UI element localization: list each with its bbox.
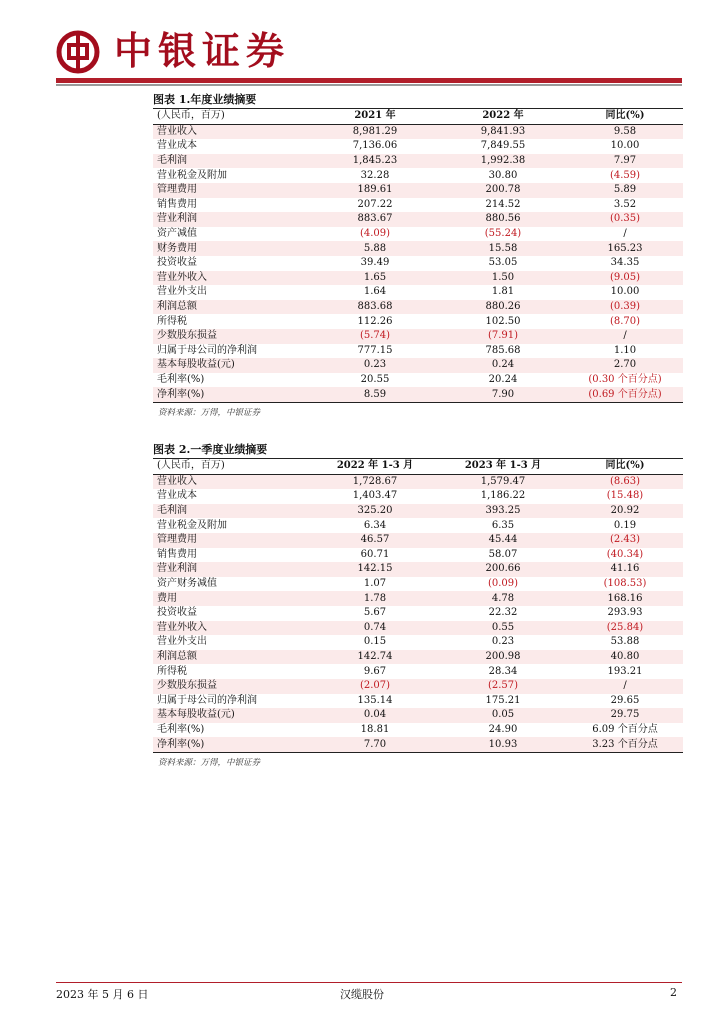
cell-value: 880.56 — [439, 212, 567, 227]
cell-value: 32.28 — [360, 169, 390, 181]
table-row — [153, 387, 683, 402]
row-label: 少数股东损益 — [153, 329, 311, 344]
cell-value: / — [567, 329, 683, 344]
cell-value: 0.24 — [439, 358, 567, 373]
cell-value: (0.09) — [487, 578, 519, 590]
cell-value: (8.63) — [567, 474, 683, 489]
footer-company: 汉缆股份 — [340, 988, 384, 1001]
cell-value: (55.24) — [484, 228, 522, 240]
table-row — [153, 606, 683, 621]
cell-value: 142.74 — [311, 650, 439, 665]
cell-value: 777.15 — [357, 344, 393, 356]
cell-value: 20.92 — [567, 504, 683, 519]
table-header-row — [153, 459, 683, 475]
cell-value: 5.89 — [567, 183, 683, 198]
cell-value: / — [623, 228, 627, 240]
row-label: 营业成本 — [157, 140, 197, 152]
cell-value: 7.97 — [567, 154, 683, 169]
cell-value: 189.61 — [311, 183, 439, 198]
row-label: 毛利率(%) — [157, 723, 205, 735]
cell-value: 1.10 — [613, 344, 637, 356]
header-rule-red — [56, 78, 682, 83]
table-header-row — [153, 109, 683, 125]
cell-value: 200.66 — [439, 562, 567, 577]
table-row — [153, 124, 683, 139]
row-label: 营业税金及附加 — [157, 519, 227, 531]
cell-value: (2.43) — [567, 533, 683, 548]
table-row — [153, 212, 683, 227]
row-label: 基本每股收益(元) — [153, 708, 311, 723]
table-row — [153, 227, 683, 242]
row-label: 净利率(%) — [153, 387, 311, 402]
table-row — [153, 183, 683, 198]
row-label: 营业外支出 — [157, 286, 207, 298]
cell-value: 393.25 — [439, 504, 567, 519]
column-header: (人民币，百万) — [153, 109, 311, 125]
cell-value: 45.44 — [439, 533, 567, 548]
cell-value: 0.55 — [439, 621, 567, 636]
column-header: 2022 年 1-3 月 — [311, 459, 439, 475]
cell-value: 1.64 — [363, 286, 387, 298]
cell-value: 135.14 — [357, 694, 393, 706]
table-row — [153, 489, 683, 504]
cell-value: 1,728.67 — [311, 474, 439, 489]
table-row — [153, 358, 683, 373]
row-label: 基本每股收益(元) — [153, 358, 311, 373]
cell-value: 4.78 — [439, 591, 567, 606]
cell-value: 8.59 — [311, 387, 439, 402]
row-label: 资产减值 — [157, 228, 197, 240]
cell-value: (0.35) — [567, 212, 683, 227]
cell-value: (25.84) — [567, 621, 683, 636]
cell-value: 0.15 — [363, 636, 387, 648]
row-label: 营业税金及附加 — [157, 169, 227, 181]
cell-value: 1,186.22 — [480, 490, 526, 502]
table-row — [153, 591, 683, 606]
cell-value: 880.26 — [439, 300, 567, 315]
cell-value: 1,579.47 — [439, 474, 567, 489]
footer-date: 2023 年 5 月 6 日 — [56, 988, 149, 1001]
cell-value: (0.39) — [567, 300, 683, 315]
cell-value: 214.52 — [485, 198, 521, 210]
quarterly-results-table — [153, 458, 683, 753]
row-label: 销售费用 — [157, 548, 197, 560]
row-label: 营业利润 — [153, 212, 311, 227]
column-header: 同比(%) — [567, 109, 683, 125]
cell-value: 0.23 — [491, 636, 515, 648]
table-row — [153, 650, 683, 665]
table-row — [153, 504, 683, 519]
cell-value: 29.65 — [610, 694, 640, 706]
cell-value: 53.05 — [488, 257, 518, 269]
cell-value: 0.23 — [311, 358, 439, 373]
cell-value: 5.88 — [311, 241, 439, 256]
row-label: 所得税 — [157, 315, 187, 327]
cell-value: 3.52 — [613, 198, 637, 210]
brand-name: 中银证券 — [114, 28, 291, 73]
table2-source: 资料来源：万得，中银证券 — [158, 758, 261, 768]
row-label: 营业成本 — [157, 490, 197, 502]
cell-value: 1,992.38 — [439, 154, 567, 169]
header-rule-grey — [56, 84, 682, 86]
cell-value: (4.09) — [359, 228, 391, 240]
cell-value: 6.09 个百分点 — [592, 723, 658, 735]
table1-title: 图表 1.年度业绩摘要 — [153, 93, 257, 106]
cell-value: (15.48) — [606, 490, 644, 502]
cell-value: 175.21 — [485, 694, 521, 706]
cell-value: 9.58 — [567, 124, 683, 139]
cell-value: 1.50 — [439, 271, 567, 286]
cell-value: (0.69 个百分点) — [567, 387, 683, 402]
cell-value: 18.81 — [360, 723, 390, 735]
cell-value: (7.91) — [439, 329, 567, 344]
row-label: 利润总额 — [153, 300, 311, 315]
cell-value: 30.80 — [488, 169, 518, 181]
row-label: 财务费用 — [153, 241, 311, 256]
cell-value: 15.58 — [439, 241, 567, 256]
row-label: 管理费用 — [153, 183, 311, 198]
cell-value: 22.32 — [488, 607, 518, 619]
cell-value: 883.68 — [311, 300, 439, 315]
cell-value: (4.59) — [609, 169, 641, 181]
row-label: 归属于母公司的净利润 — [157, 694, 257, 706]
row-label: 毛利润 — [153, 504, 311, 519]
cell-value: 34.35 — [610, 257, 640, 269]
cell-value: 29.75 — [567, 708, 683, 723]
page-number: 2 — [670, 986, 677, 999]
cell-value: 1.65 — [311, 271, 439, 286]
table-row — [153, 737, 683, 752]
cell-value: (0.30 个百分点) — [588, 373, 662, 385]
table-row — [153, 679, 683, 694]
cell-value: 200.78 — [439, 183, 567, 198]
table-row — [153, 300, 683, 315]
cell-value: 46.57 — [311, 533, 439, 548]
row-label: 净利率(%) — [153, 737, 311, 752]
table-row — [153, 314, 683, 329]
cell-value: 1.81 — [491, 286, 515, 298]
row-label: 销售费用 — [157, 198, 197, 210]
cell-value: 293.93 — [607, 607, 643, 619]
row-label: 营业利润 — [153, 562, 311, 577]
cell-value: 6.34 — [363, 519, 387, 531]
row-label: 营业外收入 — [153, 621, 311, 636]
cell-value: 0.19 — [613, 519, 637, 531]
cell-value: 10.93 — [439, 737, 567, 752]
column-header: 2023 年 1-3 月 — [439, 459, 567, 475]
table-row — [153, 344, 683, 359]
cell-value: 207.22 — [357, 198, 393, 210]
table-row — [153, 168, 683, 183]
cell-value: (2.57) — [439, 679, 567, 694]
table-row — [153, 621, 683, 636]
bank-of-china-logo — [56, 30, 100, 74]
table-row — [153, 635, 683, 650]
column-header: (人民币，百万) — [153, 459, 311, 475]
cell-value: 0.74 — [311, 621, 439, 636]
table-row — [153, 664, 683, 679]
row-label: 管理费用 — [153, 533, 311, 548]
table-row — [153, 271, 683, 286]
table-row — [153, 373, 683, 388]
row-label: 投资收益 — [157, 607, 197, 619]
cell-value: 102.50 — [485, 315, 521, 327]
table-row — [153, 708, 683, 723]
row-label: 费用 — [153, 591, 311, 606]
column-header: 2022 年 — [439, 109, 567, 125]
table-row — [153, 577, 683, 592]
cell-value: (9.05) — [567, 271, 683, 286]
cell-value: (2.07) — [311, 679, 439, 694]
cell-value: 200.98 — [439, 650, 567, 665]
cell-value: 3.23 个百分点 — [567, 737, 683, 752]
column-header: 同比(%) — [567, 459, 683, 475]
cell-value: 112.26 — [357, 315, 393, 327]
cell-value: 10.00 — [610, 286, 640, 298]
cell-value: 2.70 — [567, 358, 683, 373]
cell-value: 0.04 — [311, 708, 439, 723]
table-row — [153, 694, 683, 709]
cell-value: 0.05 — [439, 708, 567, 723]
row-label: 资产财务减值 — [157, 578, 217, 590]
cell-value: 165.23 — [567, 241, 683, 256]
row-label: 营业收入 — [153, 474, 311, 489]
table-row — [153, 329, 683, 344]
cell-value: 7,849.55 — [480, 140, 526, 152]
cell-value: 5.67 — [363, 607, 387, 619]
row-label: 毛利率(%) — [157, 373, 205, 385]
cell-value: 39.49 — [360, 257, 390, 269]
cell-value: 193.21 — [607, 665, 643, 677]
cell-value: (5.74) — [311, 329, 439, 344]
table-row — [153, 198, 683, 213]
table2-title: 图表 2.一季度业绩摘要 — [153, 443, 268, 456]
cell-value: 24.90 — [488, 723, 518, 735]
column-header: 2021 年 — [311, 109, 439, 125]
cell-value: (40.34) — [606, 548, 644, 560]
table-row — [153, 518, 683, 533]
cell-value: 9,841.93 — [439, 124, 567, 139]
report-header — [56, 24, 688, 80]
row-label: 投资收益 — [157, 257, 197, 269]
table-row — [153, 285, 683, 300]
cell-value: 28.34 — [488, 665, 518, 677]
annual-results-table — [153, 108, 683, 403]
cell-value: 8,981.29 — [311, 124, 439, 139]
table-row — [153, 241, 683, 256]
row-label: 所得税 — [157, 665, 187, 677]
cell-value: 53.88 — [610, 636, 640, 648]
row-label: 利润总额 — [153, 650, 311, 665]
cell-value: 7.70 — [311, 737, 439, 752]
cell-value: 9.67 — [363, 665, 387, 677]
table-row — [153, 139, 683, 154]
cell-value: 20.55 — [360, 373, 390, 385]
cell-value: 7.90 — [439, 387, 567, 402]
cell-value: 142.15 — [311, 562, 439, 577]
cell-value: 40.80 — [567, 650, 683, 665]
table-row — [153, 548, 683, 563]
cell-value: 7,136.06 — [352, 140, 398, 152]
row-label: 少数股东损益 — [153, 679, 311, 694]
cell-value: 6.35 — [491, 519, 515, 531]
table-row — [153, 533, 683, 548]
cell-value: 1.78 — [311, 591, 439, 606]
row-label: 营业外支出 — [157, 636, 207, 648]
footer-rule — [56, 982, 682, 983]
table-row — [153, 256, 683, 271]
cell-value: 60.71 — [360, 548, 390, 560]
table1-source: 资料来源：万得，中银证券 — [158, 408, 261, 418]
cell-value: 10.00 — [610, 140, 640, 152]
cell-value: 883.67 — [311, 212, 439, 227]
table-row — [153, 562, 683, 577]
cell-value: (108.53) — [603, 578, 647, 590]
row-label: 营业外收入 — [153, 271, 311, 286]
row-label: 毛利润 — [153, 154, 311, 169]
cell-value: 20.24 — [488, 373, 518, 385]
cell-value: 58.07 — [488, 548, 518, 560]
row-label: 归属于母公司的净利润 — [157, 344, 257, 356]
table-row — [153, 723, 683, 738]
cell-value: 1,845.23 — [311, 154, 439, 169]
cell-value: 168.16 — [567, 591, 683, 606]
cell-value: 785.68 — [485, 344, 521, 356]
row-label: 营业收入 — [153, 124, 311, 139]
cell-value: 1,403.47 — [352, 490, 398, 502]
table-row — [153, 154, 683, 169]
cell-value: 325.20 — [311, 504, 439, 519]
cell-value: (8.70) — [609, 315, 641, 327]
cell-value: / — [567, 679, 683, 694]
cell-value: 1.07 — [363, 578, 387, 590]
table-row — [153, 474, 683, 489]
cell-value: 41.16 — [567, 562, 683, 577]
